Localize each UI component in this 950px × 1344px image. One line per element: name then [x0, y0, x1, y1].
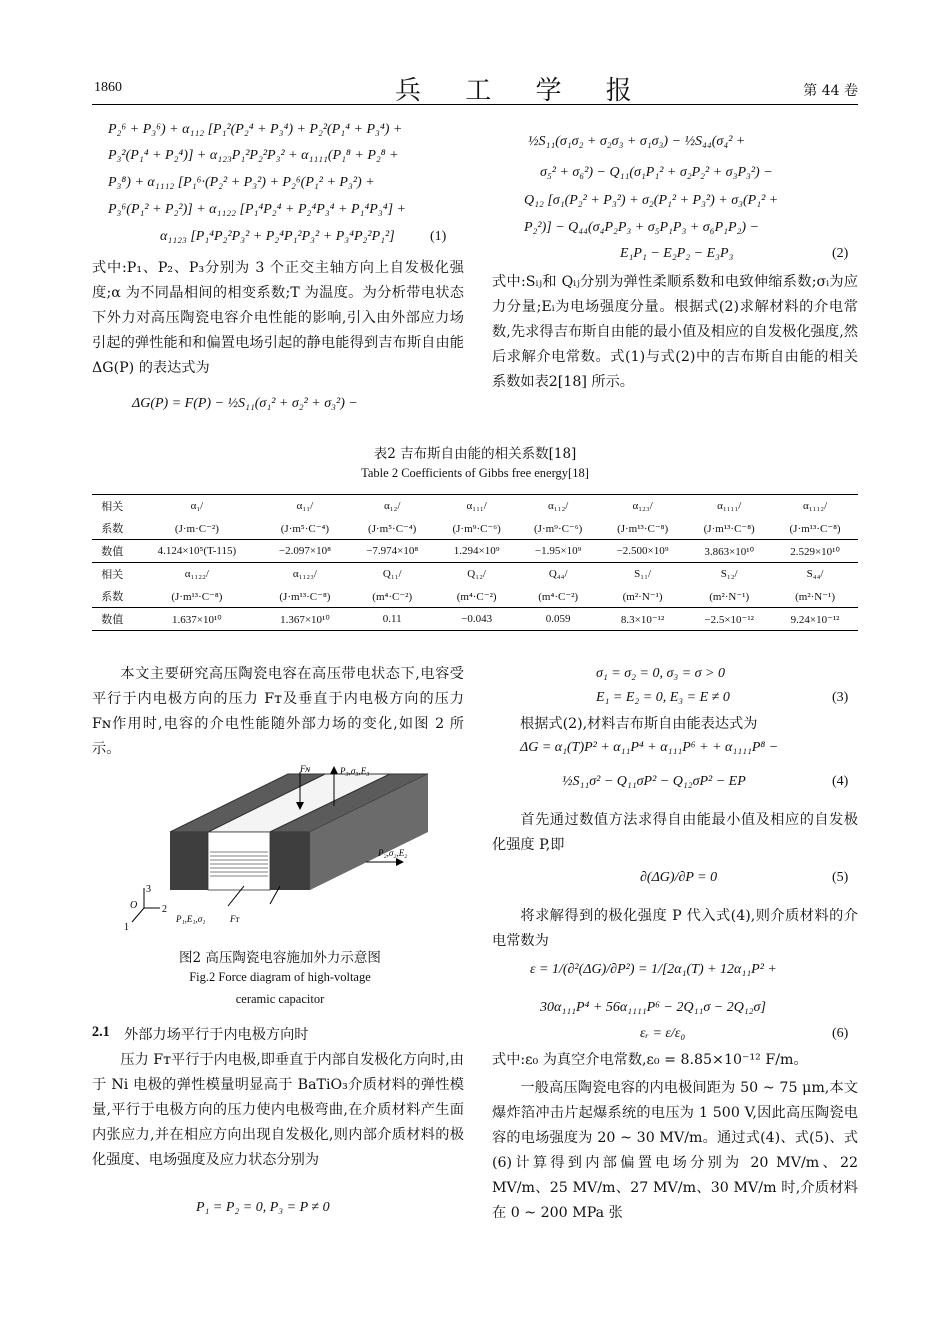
table-cell: S₄₄/	[772, 563, 858, 586]
table-cell: (J·m¹³·C⁻⁸)	[171, 590, 223, 603]
eq4-line-1: ΔG = α₁(T)P² + α₁₁P⁴ + α₁₁₁P⁶ + + α₁₁₁₁P⁸ −	[520, 740, 779, 755]
p3-arrowhead	[330, 766, 338, 774]
eq1-line-2: P₃²(P₁⁴ + P₂⁴)] + α₁₂₃P₁²P₂²P₃² + α₁₁₁₁(P₁⁸ + P₂⁸ +	[108, 148, 399, 163]
text-electrode-spacing: 一般高压陶瓷电容的内电极间距为 50 ~ 75 μm,本文爆炸箔冲击片起爆系统的电压为 1 500 V,因此高压陶瓷电容的电场强度为 20 ~ 30 MV/m。通过式(4)、式(5)、式(6)计算得到内部偏置电场分别为 20 MV/m、22 MV/m、25 MV/m、27 MV/m、30 MV/m 时,介质材料在 0 ~ 200 MPa 张	[492, 1080, 858, 1221]
table-cell: 9.24×10⁻¹²	[772, 608, 858, 631]
table-cell: α₁₁/	[261, 495, 348, 518]
p2-arrowhead	[396, 858, 404, 866]
volume-label: 第 44 卷	[803, 83, 858, 99]
eq6-line-3: εᵣ = ε/ε₀	[640, 1026, 686, 1041]
section-number: 2.1	[92, 1024, 110, 1040]
text-vacuum-permittivity: 式中:ε₀ 为真空介电常数,ε₀ = 8.85×10⁻¹² F/m。	[492, 1052, 808, 1068]
table-cell: (J·m¹³·C⁻⁸)	[279, 590, 331, 603]
figure-caption-cn: 图2 高压陶瓷电容施加外力示意图	[179, 950, 381, 966]
eq4-line-2: ½S₁₁σ² − Q₁₁σP² − Q₁₂σP² − EP	[562, 774, 746, 789]
eq5-number: (5)	[832, 870, 849, 885]
eq2-start: ΔG(P) = F(P) − ½S₁₁(σ₁² + σ₂² + σ₃²) −	[132, 396, 358, 411]
eq2-line-2: σ₅² + σ₆²) − Q₁₁(σ₁P₁² + σ₂P₂² + σ₃P₃²) −	[540, 165, 773, 180]
table-cell: α₁₁₁/	[436, 495, 518, 518]
left-electrode-front	[170, 832, 208, 890]
table-cell: (m⁴·C⁻²)	[538, 590, 579, 603]
eq3-number: (3)	[832, 690, 849, 705]
table-cell: (J·m¹³·C⁻⁸)	[789, 522, 841, 535]
gibbs-coefficient-table	[92, 494, 858, 631]
table-cell: (m⁴·C⁻²)	[456, 590, 497, 603]
para-parallel-force: 压力 Fᴛ平行于内电极,即垂直于内部自发极化方向时,由于 Ni 电极的弹性模量明显高于 BaTiO₃介质材料的弹性模量,平行于电极方向的压力使内电极弯曲,在介质材料产生面内张应力,并在相应方向出现自发极化,则内部介质材料的极化强度、电场强度及应力状态分别为	[92, 1052, 464, 1168]
table-cell: 8.3×10⁻¹²	[599, 608, 686, 631]
eq4-number: (4)	[832, 774, 849, 789]
table-cell: α₁₁₂/	[517, 495, 599, 518]
table-cell: Q₁₁/	[349, 563, 436, 586]
table-cell: (J·m⁹·C⁻⁶)	[534, 522, 583, 535]
table-caption-en: Table 2 Coefficients of Gibbs free energy[18]	[361, 466, 589, 480]
eq1-line-1: P₂⁶ + P₃⁶) + α₁₁₂ [P₁²(P₂⁴ + P₃⁴) + P₂²(P₁⁴ + P₃⁴) +	[108, 122, 403, 137]
row-label: 数值	[92, 540, 133, 563]
row-label: 相关	[92, 495, 133, 518]
table-cell: (J·m⁵·C⁻⁴)	[280, 522, 330, 535]
eq3-line-2: E₁ = E₂ = 0, E₃ = E ≠ 0	[596, 690, 730, 705]
text-gibbs-expression: 根据式(2),材料吉布斯自由能表达式为	[520, 716, 758, 732]
eq6-line-2: 30α₁₁₁P⁴ + 56α₁₁₁₁P⁶ − 2Q₁₁σ − 2Q₁₂σ]	[540, 1000, 766, 1015]
para-definitions-1: 式中:P₁、P₂、P₃分别为 3 个正交主轴方向上自发极化强度;α 为不同晶相间的相变系数;T 为温度。为分析带电状态下外力对高压陶瓷电容介电性能的影响,引入由外部应力场引起的弹性能和和偏置电场引起的静电能得到吉布斯自由能ΔG(P) 的表达式为	[92, 260, 464, 376]
table-cell: −7.974×10⁸	[349, 540, 436, 563]
table-cell: −0.043	[436, 608, 518, 631]
label-ft: Fᴛ	[230, 914, 239, 924]
table-cell: (J·m¹³·C⁻⁸)	[703, 522, 755, 535]
table-cell: α₁₁₂₃/	[261, 563, 348, 586]
table-cell: −2.500×10⁹	[599, 540, 686, 563]
label-p2: P₂,σ₂,E₂	[378, 848, 408, 858]
table-cell: (J·m·C⁻²)	[174, 522, 219, 535]
table-cell: 3.863×10¹⁰	[686, 540, 772, 563]
table-cell: α₁₁₂₂/	[133, 563, 262, 586]
eq-polarization-state: P₁ = P₂ = 0, P₃ = P ≠ 0	[196, 1200, 330, 1215]
row-label: 相关	[92, 563, 133, 586]
text-minimum: 首先通过数值方法求得自由能最小值及相应的自发极化强度 P,即	[492, 812, 858, 853]
header-rule	[92, 104, 858, 105]
table-cell: α₁/	[133, 495, 262, 518]
table-cell: (J·m⁵·C⁻⁴)	[368, 522, 417, 535]
eq6-line-1: ε = 1/(∂²(ΔG)/∂P²) = 1/[2α₁(T) + 12α₁₁P² +	[530, 962, 777, 977]
table-cell: α₁₁₁₂/	[772, 495, 858, 518]
table-cell: S₁₁/	[599, 563, 686, 586]
label-p1: P₁,E₁,σ₁	[176, 914, 206, 924]
table-cell: (m²·N⁻¹)	[795, 590, 835, 603]
table-cell: 1.367×10¹⁰	[261, 608, 348, 631]
eq1-line-5: α₁₁₂₃ [P₁⁴P₂²P₃² + P₂⁴P₁²P₃² + P₃⁴P₂²P₁²]	[160, 229, 395, 244]
table-caption-cn: 表2 吉布斯自由能的相关系数[18]	[373, 446, 577, 462]
table-cell: (m²·N⁻¹)	[709, 590, 750, 603]
table-cell: 0.059	[517, 608, 599, 631]
table-cell: 1.294×10⁹	[436, 540, 518, 563]
eq1-line-4: P₃⁶(P₁² + P₂²)] + α₁₁₂₂ [P₁⁴P₂⁴ + P₂⁴P₃⁴ + P₁⁴P₃⁴] +	[108, 202, 406, 217]
eq3-line-1: σ₁ = σ₂ = 0, σ₃ = σ > 0	[596, 666, 726, 681]
table-cell: 1.637×10¹⁰	[133, 608, 262, 631]
table-cell: Q₄₄/	[517, 563, 599, 586]
table-cell: α₁₂/	[349, 495, 436, 518]
eq2-number: (2)	[832, 246, 849, 261]
table-cell: 2.529×10¹⁰	[772, 540, 858, 563]
figure-caption-en-2: ceramic capacitor	[235, 992, 325, 1006]
eq1-number: (1)	[430, 229, 447, 244]
eq2-line-3: Q₁₂ [σ₁(P₂² + P₃²) + σ₂(P₁² + P₃²) + σ₃(P₁² +	[524, 193, 779, 208]
para-intro-force: 本文主要研究高压陶瓷电容在高压带电状态下,电容受平行于内电极方向的压力 Fᴛ及垂直于内电极方向的压力 Fɴ作用时,电容的介电性能随外部力场的变化,如图 2 所示。	[92, 666, 464, 757]
eq2-line-1: ½S₁₁(σ₁σ₂ + σ₂σ₃ + σ₁σ₃) − ½S₄₄(σ₄² +	[528, 134, 746, 149]
table-cell: α₁₂₃/	[599, 495, 686, 518]
table-cell: (J·m¹³·C⁻⁸)	[617, 522, 669, 535]
table-cell: 0.11	[349, 608, 436, 631]
label-origin: O	[130, 900, 138, 911]
eq2-line-4: P₂²)] − Q₄₄(σ₄P₂P₃ + σ₅P₁P₃ + σ₆P₁P₂) −	[524, 220, 760, 235]
page-number: 1860	[94, 80, 122, 95]
table-cell: −2.097×10⁸	[261, 540, 348, 563]
row-label: 系数	[101, 591, 124, 603]
table-cell: −1.95×10⁹	[517, 540, 599, 563]
table-cell: (J·m⁹·C⁻⁶)	[452, 522, 501, 535]
eq5: ∂(ΔG)/∂P = 0	[640, 870, 718, 885]
label-fn: Fɴ	[300, 764, 311, 774]
row-label: 数值	[92, 608, 133, 631]
table-cell: −2.5×10⁻¹²	[686, 608, 772, 631]
eq6-number: (6)	[832, 1026, 849, 1041]
table-cell: (m⁴·C⁻²)	[372, 590, 413, 603]
right-electrode-front	[270, 832, 310, 890]
table-cell: S₁₂/	[686, 563, 772, 586]
figure-caption-en-1: Fig.2 Force diagram of high-voltage	[189, 970, 371, 984]
eq2-line-5: E₁P₁ − E₂P₂ − E₃P₃	[620, 246, 734, 261]
label-axis-1: 1	[124, 922, 129, 933]
figure-2-diagram	[120, 762, 440, 938]
section-title: 外部力场平行于内电极方向时	[124, 1027, 309, 1043]
table-cell: Q₁₂/	[436, 563, 518, 586]
journal-title: 兵 工 学 报	[395, 76, 650, 106]
table-cell: (m²·N⁻¹)	[622, 590, 663, 603]
table-cell: α₁₁₁₁/	[686, 495, 772, 518]
text-substitute: 将求解得到的极化强度 P 代入式(4),则介质材料的介电常数为	[492, 908, 858, 949]
eq1-line-3: P₃⁸) + α₁₁₁₂ [P₁⁶·(P₂² + P₃²) + P₂⁶(P₁² + P₃²) +	[108, 175, 375, 190]
label-p3: P₃,σ₃,E₃	[340, 766, 370, 776]
label-axis-3: 3	[146, 884, 151, 895]
row-label: 系数	[101, 523, 124, 535]
label-axis-2: 2	[162, 904, 167, 915]
table-cell: 4.124×10⁵(T-115)	[133, 540, 262, 563]
dielectric-front-face	[208, 832, 270, 890]
para-definitions-2: 式中:Sᵢⱼ和 Qᵢⱼ分别为弹性柔顺系数和电致伸缩系数;σᵢ为应力分量;Eᵢ为电场强度分量。根据式(2)求解材料的介电常数,先求得吉布斯自由能的最小值及相应的自发极化强度,然后求解介电常数。式(1)与式(2)中的吉布斯自由能的相关系数如表2[18] 所示。	[492, 274, 858, 390]
